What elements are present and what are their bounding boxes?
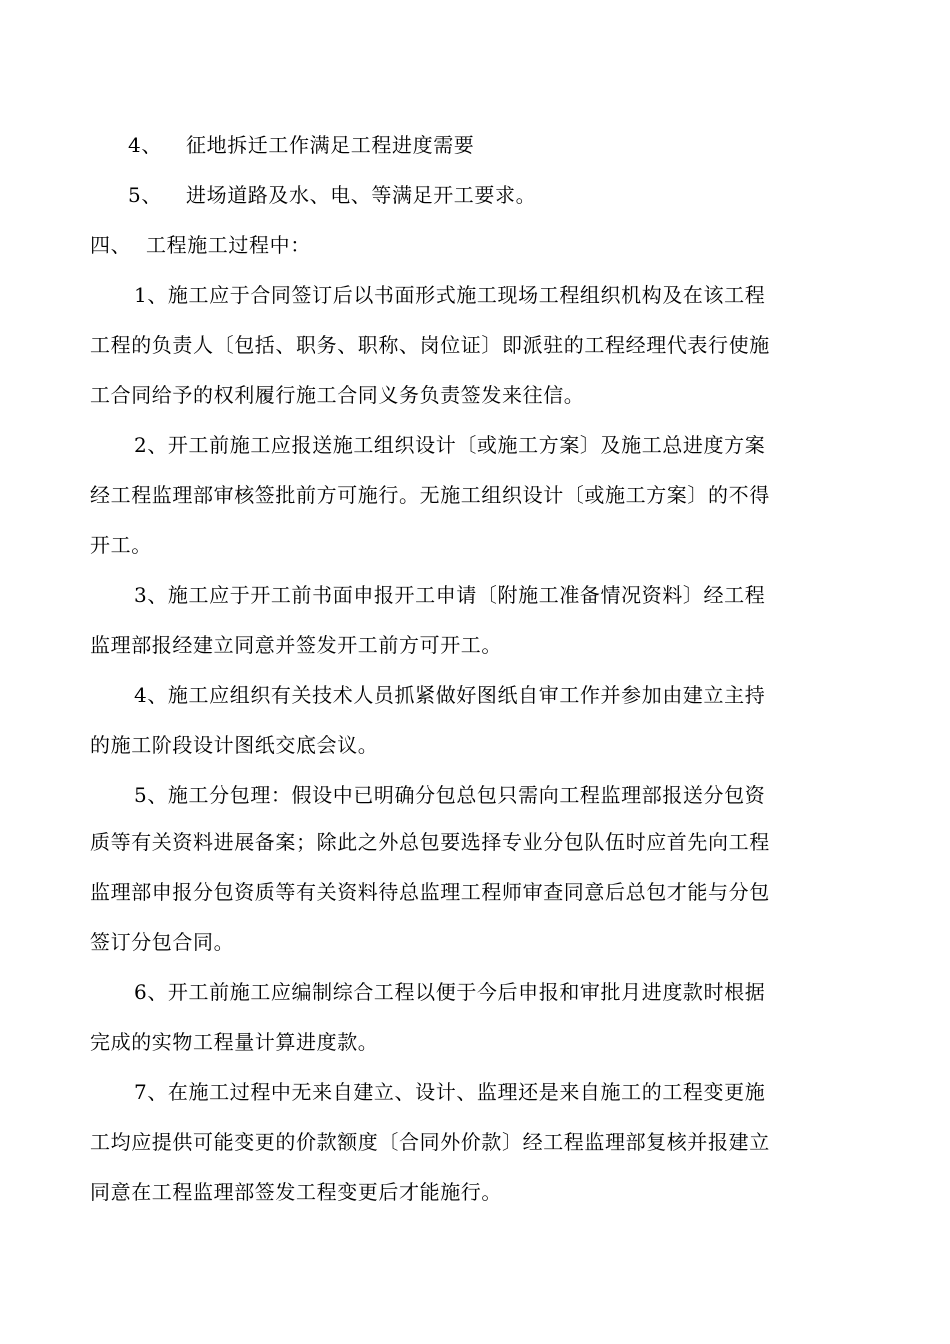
section-number: 四、 [90,233,132,257]
paragraph-7-line-1: 7、在施工过程中无来自建立、设计、监理还是来自施工的工程变更施 [134,1080,766,1104]
paragraph-1-line-1: 1、施工应于合同签订后以书面形式施工现场工程组织机构及在该工程 [134,283,766,307]
paragraph-7-line-3: 同意在工程监理部签发工程变更后才能施行。 [90,1180,502,1204]
section-title: 工程施工过程中： [146,233,311,257]
list-item-number: 5、 [128,183,162,207]
paragraph-7-line-2: 工均应提供可能变更的价款额度〔合同外价款〕经工程监理部复核并报建立 [90,1130,770,1154]
paragraph-2-line-1: 2、开工前施工应报送施工组织设计〔或施工方案〕及施工总进度方案 [134,433,766,457]
list-item-4 [128,130,474,160]
paragraph-5-line-1: 5、施工分包理：假设中已明确分包总包只需向工程监理部报送分包资 [134,783,766,807]
paragraph-1-line-2: 工程的负责人〔包括、职务、职称、岗位证〕即派驻的工程经理代表行使施 [90,333,770,357]
paragraph-5-line-2: 质等有关资料进展备案；除此之外总包要选择专业分包队伍时应首先向工程 [90,830,770,854]
paragraph-2-line-3: 开工。 [90,533,152,557]
paragraph-4-line-1: 4、施工应组织有关技术人员抓紧做好图纸自审工作并参加由建立主持 [134,683,766,707]
paragraph-4-line-2: 的施工阶段设计图纸交底会议。 [90,733,379,757]
paragraph-5-line-3: 监理部申报分包资质等有关资料待总监理工程师审查同意后总包才能与分包 [90,880,770,904]
list-item-5 [128,180,536,210]
paragraph-6-line-1: 6、开工前施工应编制综合工程以便于今后申报和审批月进度款时根据 [134,980,766,1004]
paragraph-3-line-1: 3、施工应于开工前书面申报开工申请〔附施工准备情况资料〕经工程 [134,583,766,607]
paragraph-5-line-4: 签订分包合同。 [90,930,235,954]
section-heading [90,230,311,260]
list-item-text: 进场道路及水、电、等满足开工要求。 [186,183,537,207]
paragraph-6-line-2: 完成的实物工程量计算进度款。 [90,1030,379,1054]
paragraph-2-line-2: 经工程监理部审核签批前方可施行。无施工组织设计〔或施工方案〕的不得 [90,483,770,507]
paragraph-1-line-3: 工合同给予的权利履行施工合同义务负责签发来往信。 [90,383,585,407]
list-item-text: 征地拆迁工作满足工程进度需要 [186,133,475,157]
list-item-number: 4、 [128,133,162,157]
paragraph-3-line-2: 监理部报经建立同意并签发开工前方可开工。 [90,633,502,657]
